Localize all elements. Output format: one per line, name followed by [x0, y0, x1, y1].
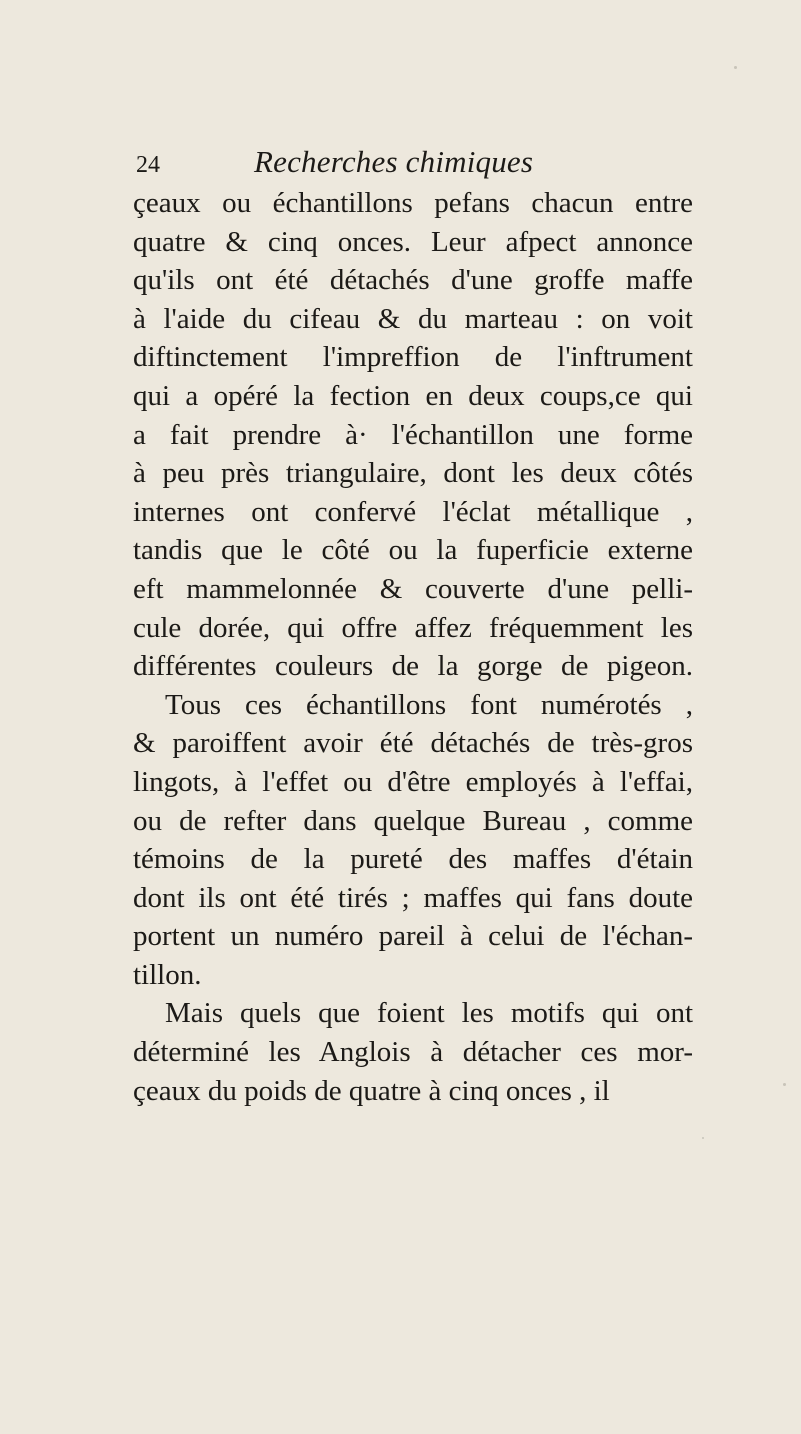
text-line: à l'aide du cifeau & du marteau : on voit — [133, 302, 693, 335]
text-line: eft mammelonnée & couverte d'une pelli- — [133, 572, 693, 605]
text-line: ou de refter dans quelque Bureau , comme — [133, 804, 693, 837]
paper-speck — [783, 1083, 786, 1086]
paragraph-start-line: Mais quels que foient les motifs qui ont — [165, 997, 693, 1030]
text-line: portent un numéro pareil à celui de l'échan- — [133, 920, 693, 953]
text-line: tillon. — [133, 958, 202, 991]
text-line: qui a opéré la fection en deux coups,ce qui — [133, 379, 693, 412]
text-line: tandis que le côté ou la fuperficie externe — [133, 534, 693, 567]
text-line: a fait prendre à· l'échantillon une forme — [133, 418, 693, 451]
text-line: qu'ils ont été détachés d'une groffe maffe — [133, 264, 693, 297]
text-line: internes ont confervé l'éclat métallique , — [133, 495, 693, 528]
running-title: Recherches chimiques — [254, 144, 534, 179]
paragraph-start-line: Tous ces échantillons font numérotés , — [165, 688, 693, 721]
text-line: çeaux du poids de quatre à cinq onces , il — [133, 1074, 610, 1107]
text-line: différentes couleurs de la gorge de pigeon. — [133, 650, 693, 683]
text-line: lingots, à l'effet ou d'être employés à l'effai, — [133, 765, 693, 798]
page-number: 24 — [136, 152, 160, 178]
text-line: dont ils ont été tirés ; maffes qui fans doute — [133, 881, 693, 914]
text-line: à peu près triangulaire, dont les deux côtés — [133, 457, 693, 490]
text-line: & paroiffent avoir été détachés de très-gros — [133, 727, 693, 760]
running-head — [136, 140, 696, 184]
text-line: quatre & cinq onces. Leur afpect annonce — [133, 225, 693, 258]
text-line: témoins de la pureté des maffes d'étain — [133, 843, 693, 876]
paper-speck — [734, 66, 737, 69]
text-line: çeaux ou échantillons pefans chacun entre — [133, 187, 693, 219]
text-line: diftinctement l'impreffion de l'inftrument — [133, 341, 693, 374]
paper-speck — [702, 1137, 704, 1139]
body-text — [133, 184, 693, 1110]
text-line: cule dorée, qui offre affez fréquemment les — [133, 611, 693, 644]
text-line: déterminé les Anglois à détacher ces mor- — [133, 1036, 693, 1069]
